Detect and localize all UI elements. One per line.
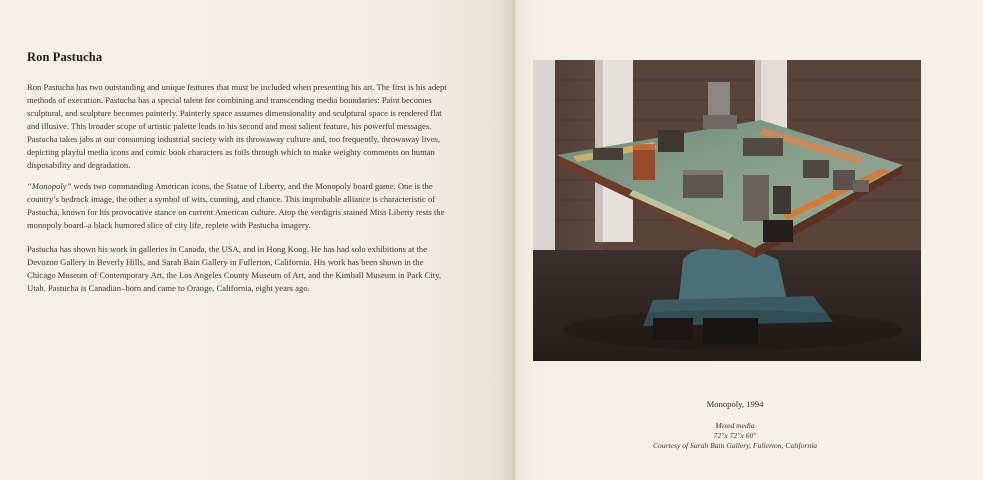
artwork-caption-medium: Mixed media <box>715 421 755 430</box>
artist-name-heading: Ron Pastucha <box>27 50 103 64</box>
artwork-title-inline: “Monopoly” <box>27 181 72 191</box>
artwork-caption-title: Monopoly, 1994 <box>706 399 764 409</box>
bio-paragraph-2-text: weds two commanding American icons, the Statue of Liberty, and the Monopoly board game. One is the country’s bedrock image, the other a symbol of wits, cunning, and chance. This improbable alliance is characteristic of Pastucha, known for his provocative stance on current American culture. Atop the verdigris stained Miss Liberty rests the monopoly board–a black humored slice of city life, replete with Pastucha imagery. <box>27 181 445 230</box>
bio-paragraph-1: Ron Pastucha has two outstanding and unique features that must be included when presenting his art. The first is his adept methods of execution. Pastucha has a special talent for combining and transcending media boundaries: Paint becomes sculptural, and sculpture becomes painterly. Painterly space assumes dimensionality and sculptural space is rendered flat and illusive. This broader scope of artistic palette leads to his second and most salient feature, his powerful messages. Pastucha takes jabs at our consuming industrial society with its throwaway culture and, too frequently, throwaway lives, depicting playful media icons and comic book characters as foils through which to make weighty comments on human disposability and degradation. <box>27 82 447 170</box>
bio-paragraph-2 <box>27 180 452 232</box>
artwork-photo <box>533 60 921 361</box>
monopoly-sculpture-image <box>533 60 921 361</box>
bio-paragraph-3: Pastucha has shown his work in galleries in Canada, the USA, and in Hong Kong. He has had solo exhibitions at the Devozon Gallery in Beverly Hills, and Sarah Bain Gallery in Fullerton, California. His work has been shown in the Chicago Museum of Contemporary Art, the Los Angeles County Museum of Art, and the Kimball Museum in Park City, Utah. Pastucha is Canadian–born and came to Orange, California, eight years ago. <box>27 244 442 293</box>
artwork-caption-courtesy: Courtesy of Sarah Bain Gallery, Fullerton, California <box>652 441 818 450</box>
artwork-caption-dimensions: 72"x 72"x 60" <box>713 431 757 440</box>
